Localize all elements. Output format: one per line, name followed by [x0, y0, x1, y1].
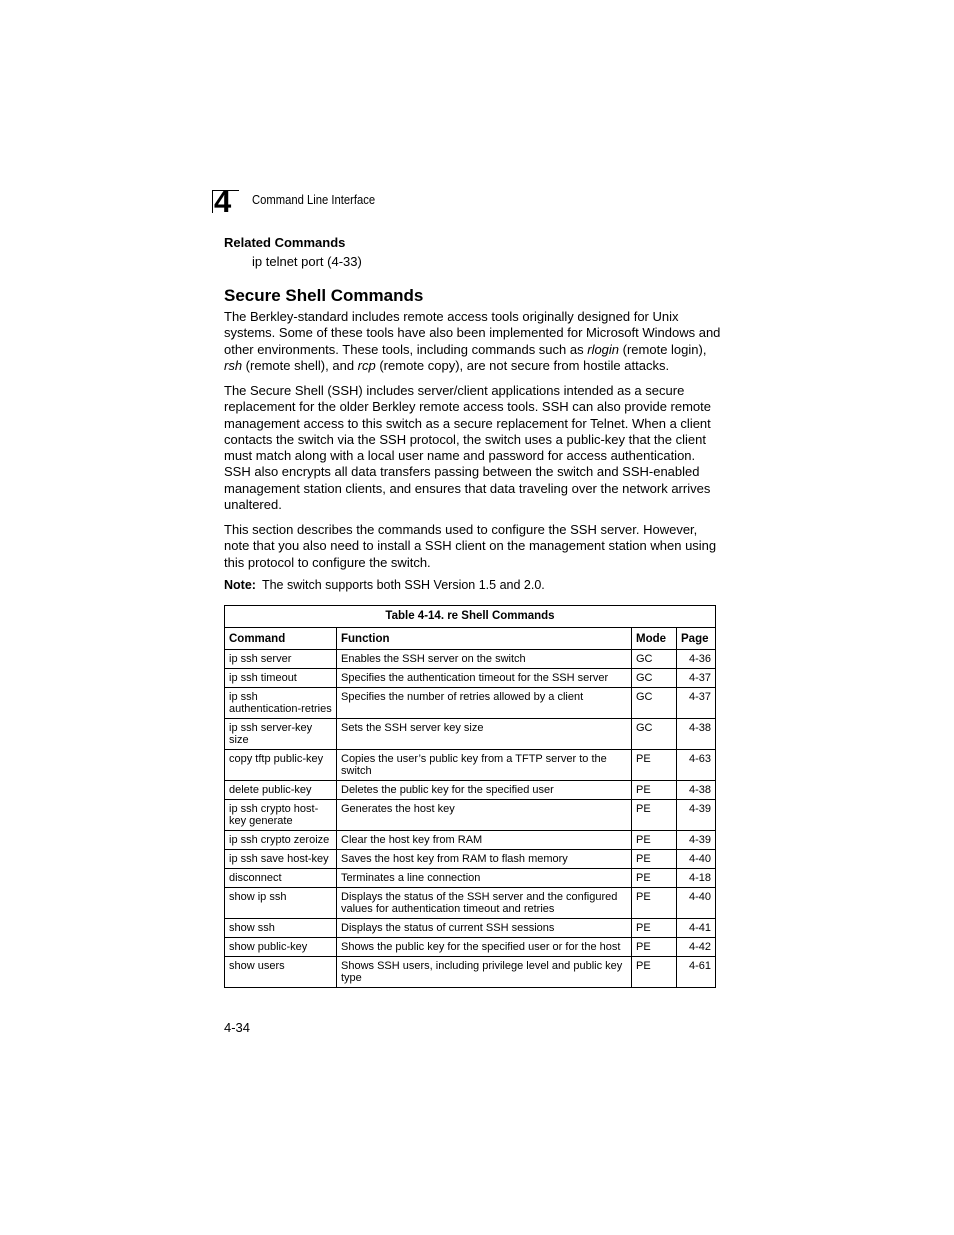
rsh-term: rsh: [224, 357, 243, 373]
function-cell: Sets the SSH server key size: [337, 719, 632, 750]
section-scope-paragraph: This section describes the commands used to configure the SSH server. However, note that you also need to install a SSH client on the management station when using this protocol to configure the switch.: [224, 522, 717, 570]
note-label: Note:: [224, 578, 256, 592]
related-command-link: ip telnet port (4-33): [252, 254, 362, 269]
ssh-description-paragraph: The Secure Shell (SSH) includes server/client applications intended as a secure replacement for the older Berkley remote access tools. SSH can also provide remote management access to this switch as a secure replacement for Telnet. When a client contacts the switch via the SSH protocol, the switch uses a public-key that the client must match along with a local user name and password for access authentication. SSH also encrypts all data transfers passing between the switch and SSH-enabled management station clients, and ensures that data traveling over the network arrives unaltered.: [224, 383, 712, 513]
page-cell: 4-61: [677, 957, 716, 988]
function-cell: Saves the host key from RAM to flash memory: [337, 850, 632, 869]
command-cell: show users: [225, 957, 337, 988]
command-cell: ip ssh save host-key: [225, 850, 337, 869]
mode-cell: PE: [632, 938, 677, 957]
table-caption: Table 4-14. re Shell Commands: [225, 606, 716, 628]
command-cell: ip ssh crypto zeroize: [225, 831, 337, 850]
header-command: Command: [225, 628, 337, 650]
header-mode: Mode: [632, 628, 677, 650]
command-cell: ip ssh authentication-retries: [225, 688, 337, 719]
command-cell: copy tftp public-key: [225, 750, 337, 781]
page-cell: 4-38: [677, 719, 716, 750]
mode-cell: GC: [632, 688, 677, 719]
command-cell: show public-key: [225, 938, 337, 957]
function-cell: Generates the host key: [337, 800, 632, 831]
table-row: [225, 688, 716, 719]
mode-cell: GC: [632, 650, 677, 669]
function-cell: Shows the public key for the specified user or for the host: [337, 938, 632, 957]
function-cell: Clear the host key from RAM: [337, 831, 632, 850]
function-cell: Terminates a line connection: [337, 869, 632, 888]
chapter-number: 4: [214, 184, 232, 219]
command-cell: ip ssh timeout: [225, 669, 337, 688]
function-cell: Enables the SSH server on the switch: [337, 650, 632, 669]
page-cell: 4-36: [677, 650, 716, 669]
page-number: 4-34: [224, 1020, 251, 1035]
note-text: The switch supports both SSH Version 1.5 and 2.0.: [261, 578, 545, 592]
command-cell: ip ssh crypto host-key generate: [225, 800, 337, 831]
command-cell: ip ssh server: [225, 650, 337, 669]
mode-cell: PE: [632, 869, 677, 888]
function-cell: Specifies the authentication timeout for the SSH server: [337, 669, 632, 688]
table-row: [225, 938, 716, 957]
running-head: Command Line Interface: [252, 193, 376, 207]
mode-cell: PE: [632, 831, 677, 850]
page-cell: 4-39: [677, 831, 716, 850]
table-row: [225, 869, 716, 888]
related-commands-heading: Related Commands: [224, 235, 346, 250]
function-cell: Specifies the number of retries allowed by a client: [337, 688, 632, 719]
page-cell: 4-42: [677, 938, 716, 957]
para1-text-4: (remote copy), are not secure from hostile attacks.: [375, 357, 670, 373]
table-row: [225, 800, 716, 831]
mode-cell: PE: [632, 919, 677, 938]
page-cell: 4-39: [677, 800, 716, 831]
function-cell: Displays the status of the SSH server and the configured values for authentication timeout and retries: [337, 888, 632, 919]
mode-cell: PE: [632, 888, 677, 919]
mode-cell: PE: [632, 957, 677, 988]
mode-cell: PE: [632, 850, 677, 869]
mode-cell: GC: [632, 669, 677, 688]
page-cell: 4-37: [677, 688, 716, 719]
page-cell: 4-38: [677, 781, 716, 800]
table-row: [225, 650, 716, 669]
para1-text-2: (remote login),: [619, 341, 707, 357]
table-row: [225, 719, 716, 750]
table-row: [225, 831, 716, 850]
header-page: Page: [677, 628, 716, 650]
table-row: [225, 888, 716, 919]
mode-cell: PE: [632, 800, 677, 831]
section-title: Secure Shell Commands: [224, 286, 424, 305]
table-row: [225, 957, 716, 988]
page-cell: 4-41: [677, 919, 716, 938]
table-caption-row: [225, 606, 716, 628]
intro-paragraph: [224, 309, 722, 374]
function-cell: Displays the status of current SSH sessions: [337, 919, 632, 938]
header-function: Function: [337, 628, 632, 650]
mode-cell: PE: [632, 750, 677, 781]
page-cell: 4-40: [677, 850, 716, 869]
page-cell: 4-37: [677, 669, 716, 688]
rlogin-term: rlogin: [587, 341, 620, 357]
table-body: [225, 650, 716, 988]
mode-cell: PE: [632, 781, 677, 800]
function-cell: Shows SSH users, including privilege level and public key type: [337, 957, 632, 988]
function-cell: Copies the user’s public key from a TFTP server to the switch: [337, 750, 632, 781]
page-cell: 4-18: [677, 869, 716, 888]
note: [224, 578, 545, 592]
table-header-row: [225, 628, 716, 650]
table-row: [225, 919, 716, 938]
command-cell: ip ssh server-key size: [225, 719, 337, 750]
command-cell: show ip ssh: [225, 888, 337, 919]
page-cell: 4-63: [677, 750, 716, 781]
page-cell: 4-40: [677, 888, 716, 919]
table-row: [225, 781, 716, 800]
ssh-commands-table: [224, 605, 716, 988]
table-row: [225, 669, 716, 688]
para1-text-1: The Berkley-standard includes remote access tools originally designed for Unix systems. Some of these tools have also been implemented for Microsoft Windows and other environments. These tools, including commands such as: [224, 309, 721, 357]
mode-cell: GC: [632, 719, 677, 750]
command-cell: show ssh: [225, 919, 337, 938]
command-cell: disconnect: [225, 869, 337, 888]
table-row: [225, 750, 716, 781]
command-cell: delete public-key: [225, 781, 337, 800]
table-row: [225, 850, 716, 869]
para1-text-3: (remote shell), and: [242, 357, 358, 373]
rcp-term: rcp: [357, 357, 376, 373]
function-cell: Deletes the public key for the specified user: [337, 781, 632, 800]
